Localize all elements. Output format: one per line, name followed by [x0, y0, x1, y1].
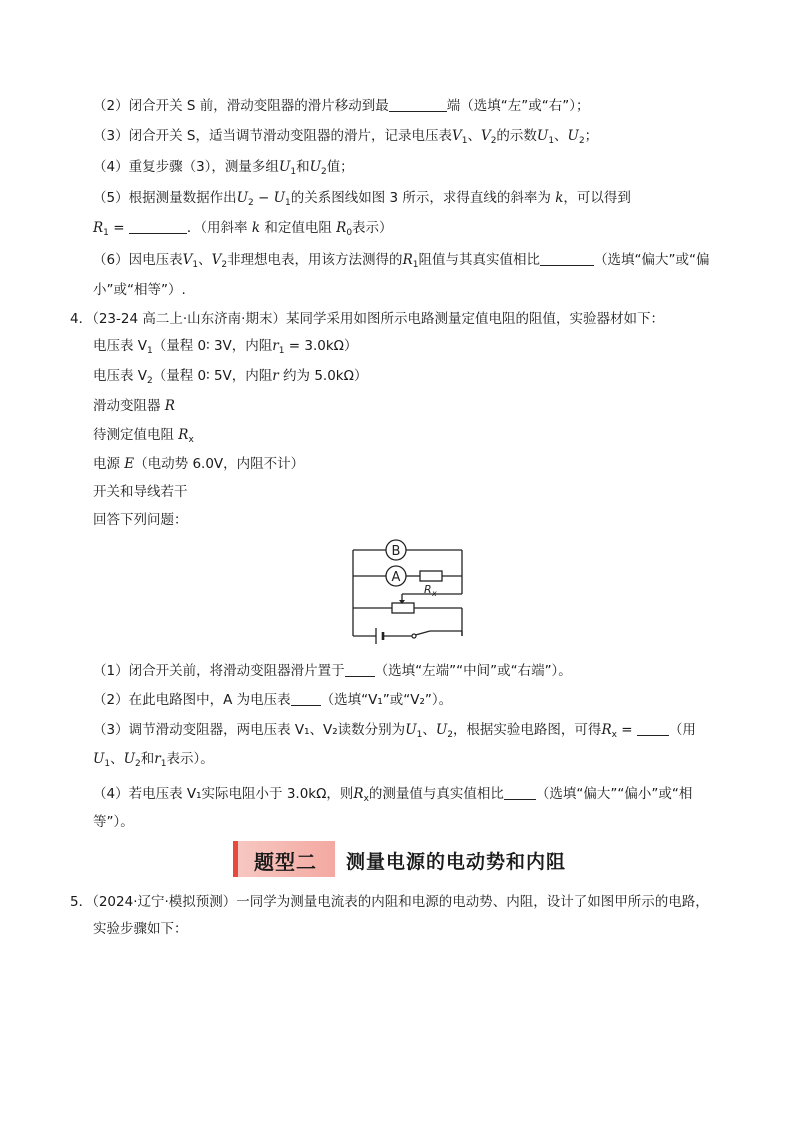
resistor-rx-icon [420, 571, 442, 581]
q4-part4-cont: 等”）。 [93, 814, 134, 830]
q4-part3-cont: $U_1$、$U_2$和$r_1$表示）。 [93, 751, 214, 769]
battery-icon [376, 628, 383, 644]
q4-part2: （2）在此电路图中，A 为电压表 （选填“V₁”或“V₂”）。 [93, 692, 453, 708]
answer-blank[interactable] [540, 251, 594, 266]
q3-step5: （5）根据测量数据作出$U_2 - U_1$的关系图线如图 3 所示，求得直线的斜率为 k，可以得到 [93, 190, 631, 208]
q3-step3: （3）闭合开关 S，适当调节滑动变阻器的滑片，记录电压表$V_1$、$V_2$的示数$U_1$、$U_2$； [93, 128, 599, 146]
answer-blank[interactable] [345, 662, 375, 677]
q4-part3: （3）调节滑动变阻器，两电压表 V₁、V₂读数分别为$U_1$、$U_2$，根据实验电路图，可得$R_x$ = （用 [93, 722, 696, 740]
q4-material-source: 电源 E（电动势 6.0V，内阻不计） [93, 456, 305, 472]
q5-line2: 实验步骤如下： [93, 921, 188, 937]
q4-material-v2: 电压表 $V_2$（量程 0∶ 5V，内阻r 约为 5.0kΩ） [93, 368, 368, 386]
q5-line1: 5．（2024·辽宁·模拟预测）一同学为测量电流表的内阻和电源的电动势、内阻，设计了如图甲所示的电路， [70, 894, 709, 910]
q4-part1: （1）闭合开关前，将滑动变阻器滑片置于 （选填“左端”“中间”或“右端”）。 [93, 663, 572, 679]
q4-prompt: 回答下列问题： [93, 512, 188, 528]
q3-step6: （6）因电压表$V_1$、$V_2$非理想电表，用该方法测得的$R_1$阻值与其真实值相比 （选填“偏大”或“偏 [93, 252, 710, 270]
meter-b-label: B [391, 544, 401, 559]
q4-material-rheostat: 滑动变阻器 R [93, 398, 175, 414]
q4-part4: （4）若电压表 V₁实际电阻小于 3.0kΩ，则$R_x$的测量值与真实值相比 （选填“偏大”“偏小”或“相 [93, 786, 693, 804]
switch-icon [412, 631, 430, 638]
rx-label: R [424, 583, 432, 596]
answer-blank[interactable] [389, 97, 447, 112]
q3-step4: （4）重复步骤（3），测量多组$U_1$和$U_2$值； [93, 159, 354, 177]
rheostat-icon [392, 603, 414, 613]
q4-material-rx: 待测定值电阻 $R_x$ [93, 427, 194, 445]
q3-step5-formula: $R_1$ = ．（用斜率 k 和定值电阻 $R_0$表示） [93, 220, 393, 238]
q3-step2: （2）闭合开关 S 前，滑动变阻器的滑片移动到最 端（选填“左”或“右”）； [93, 98, 590, 114]
q4-material-switch: 开关和导线若干 [93, 484, 188, 500]
rx-sub-label: x [432, 589, 437, 598]
meter-a-label: A [391, 570, 401, 585]
q4-header: 4．（23-24 高二上·山东济南·期末）某同学采用如图所示电路测量定值电阻的阻值，实验器材如下： [70, 311, 664, 327]
circuit-diagram [340, 536, 470, 654]
section-title: 测量电源的电动势和内阻 [346, 851, 567, 873]
answer-blank[interactable] [129, 219, 187, 234]
answer-blank[interactable] [504, 785, 536, 800]
section-tag: 题型二 [233, 841, 335, 877]
section-banner [233, 841, 573, 877]
answer-blank[interactable] [291, 691, 321, 706]
q4-material-v1: 电压表 $V_1$（量程 0∶ 3V，内阻$r_1 = 3.0k\Omega$） [93, 338, 358, 356]
answer-blank[interactable] [637, 721, 669, 736]
q3-step6-cont: 小”或“相等”）. [93, 282, 186, 298]
